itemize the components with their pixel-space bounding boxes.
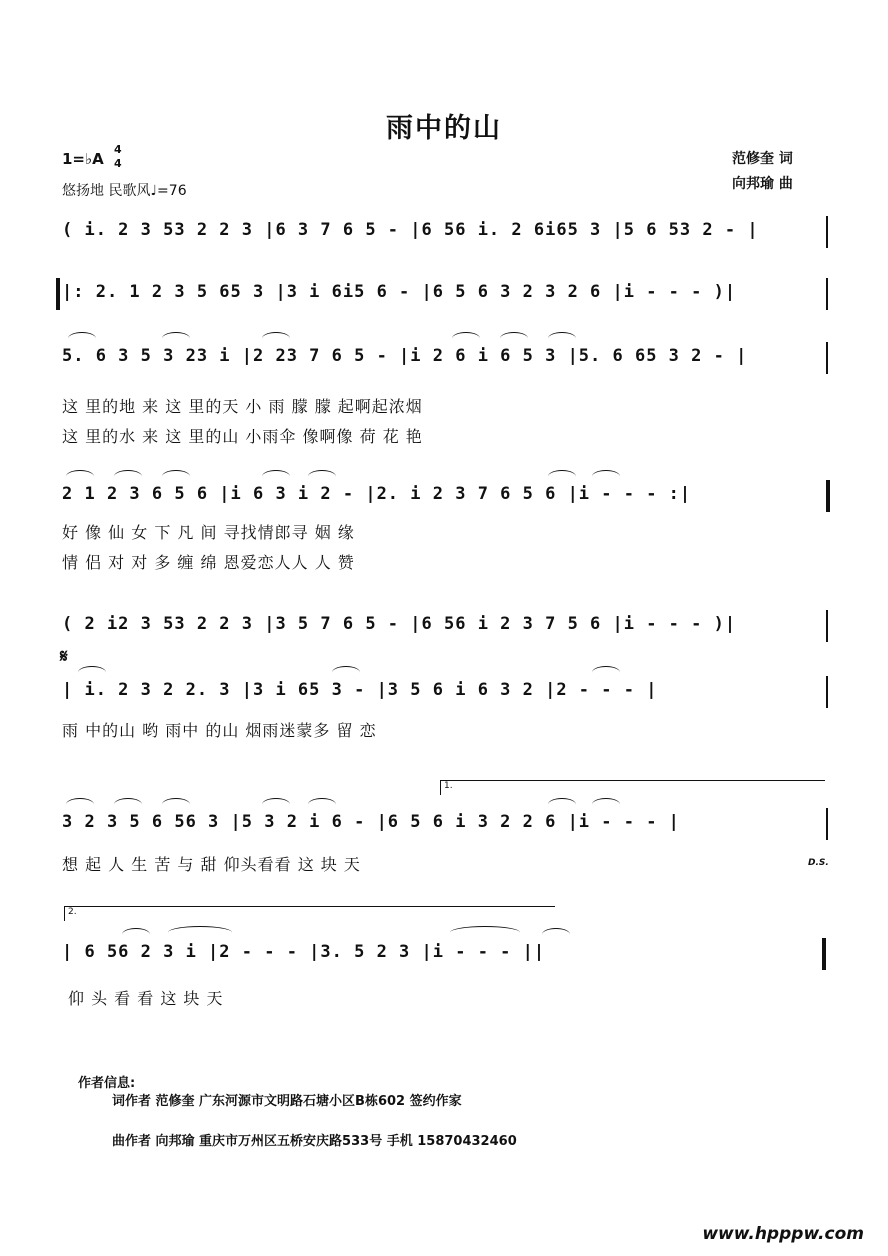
volta-bracket-2	[64, 906, 555, 921]
notation-line-4: 2 1 2 3 6 5 6 |i 6 3 i 2 - |2. i 2 3 7 6 5 6 |i - - - :|	[62, 484, 692, 504]
score-line-7	[62, 812, 832, 842]
notation-line-2: |: 2. 1 2 3 5 65 3 |3 i 6i5 6 - |6 5 6 3 2 3 2 6 |i - - - )|	[62, 282, 737, 302]
slur	[308, 798, 336, 811]
slur	[114, 470, 142, 483]
notation-line-5: ( 2 i2 3 53 2 2 3 |3 5 7 6 5 - |6 56 i 2 3 7 5 6 |i - - - )|	[62, 614, 737, 634]
barline	[826, 610, 828, 642]
lyricist-credit: 范修奎 词	[732, 151, 793, 167]
lyrics-verse2-line3: 这 里的水 来 这 里的山 小雨伞 像啊像 荷 花 艳	[62, 427, 423, 446]
slur	[592, 470, 620, 483]
dal-segno-mark: D.S.	[808, 858, 829, 868]
slur	[262, 798, 290, 811]
lyrics-line6: 雨 中的山 哟 雨中 的山 烟雨迷蒙多 留 恋	[62, 721, 377, 740]
barline	[826, 808, 828, 840]
barline	[826, 342, 828, 374]
slur	[542, 928, 570, 941]
barline	[826, 216, 828, 248]
author-info-heading: 作者信息:	[78, 1076, 136, 1091]
volta-2-label: 2.	[68, 907, 77, 917]
slur	[262, 470, 290, 483]
slur	[262, 332, 290, 345]
notation-line-8: | 6 56 2 3 i |2 - - - |3. 5 2 3 |i - - - ||	[62, 942, 546, 962]
barline	[826, 278, 828, 310]
score-line-5	[62, 614, 832, 644]
lyrics-verse2-line4: 情 侣 对 对 多 缠 绵 恩爱恋人人 人 赞	[62, 553, 355, 572]
composer-credit: 向邦瑜 曲	[732, 176, 793, 192]
meter-bottom: 4	[114, 157, 122, 170]
slur	[68, 332, 96, 345]
repeat-end-barline	[826, 480, 830, 512]
key-signature: 1=♭A	[62, 150, 104, 168]
slur	[114, 798, 142, 811]
score-title: 雨中的山	[386, 113, 502, 144]
score-line-6	[62, 680, 832, 710]
slur	[122, 928, 150, 941]
time-signature	[114, 143, 122, 171]
slur	[452, 332, 480, 345]
repeat-start-barline	[56, 278, 60, 310]
slur	[332, 666, 360, 679]
score-line-4	[62, 484, 832, 514]
lyrics-line7: 想 起 人 生 苦 与 甜 仰头看看 这 块 天	[62, 855, 361, 874]
meter-top: 4	[114, 143, 122, 156]
lyrics-verse1-line4: 好 像 仙 女 下 凡 间 寻找情郎寻 姻 缘	[62, 523, 355, 542]
composer-info: 曲作者 向邦瑜 重庆市万州区五桥安庆路533号 手机 15870432460	[112, 1134, 517, 1149]
volta-bracket-1	[440, 780, 825, 795]
site-watermark: www.hpppw.com	[702, 1224, 864, 1244]
notation-line-6: | i. 2 3 2 2. 3 |3 i 65 3 - |3 5 6 i 6 3 2 |2 - - - |	[62, 680, 658, 700]
slur	[78, 666, 106, 679]
slur	[548, 332, 576, 345]
score-line-3	[62, 346, 832, 376]
slur	[162, 798, 190, 811]
tie	[450, 926, 520, 939]
slur	[592, 666, 620, 679]
lyrics-verse1-line3: 这 里的地 来 这 里的天 小 雨 朦 朦 起啊起浓烟	[62, 397, 423, 416]
slur	[548, 798, 576, 811]
volta-1-label: 1.	[444, 781, 453, 791]
tie	[168, 926, 232, 939]
tempo-marking: 悠扬地 民歌风♩=76	[62, 183, 187, 199]
lyricist-info: 词作者 范修奎 广东河源市文明路石塘小区B栋602 签约作家	[112, 1094, 462, 1109]
notation-line-1: ( i. 2 3 53 2 2 3 |6 3 7 6 5 - |6 56 i. 2 6i65 3 |5 6 53 2 - |	[62, 220, 759, 240]
score-line-8	[62, 942, 832, 972]
slur	[162, 332, 190, 345]
notation-line-7: 3 2 3 5 6 56 3 |5 3 2 i 6 - |6 5 6 i 3 2 2 6 |i - - - |	[62, 812, 680, 832]
score-line-1	[62, 220, 832, 250]
slur	[548, 470, 576, 483]
slur	[66, 470, 94, 483]
slur	[500, 332, 528, 345]
final-barline	[822, 938, 826, 970]
notation-line-3: 5. 6 3 5 3 23 i |2 23 7 6 5 - |i 2 6 i 6 5 3 |5. 6 65 3 2 - |	[62, 346, 748, 366]
score-line-2	[62, 282, 832, 312]
slur	[162, 470, 190, 483]
slur	[66, 798, 94, 811]
slur	[592, 798, 620, 811]
lyrics-line8: 仰 头 看 看 这 块 天	[68, 989, 224, 1008]
barline	[826, 676, 828, 708]
slur	[308, 470, 336, 483]
segno-sign: 𝄋	[60, 646, 68, 667]
